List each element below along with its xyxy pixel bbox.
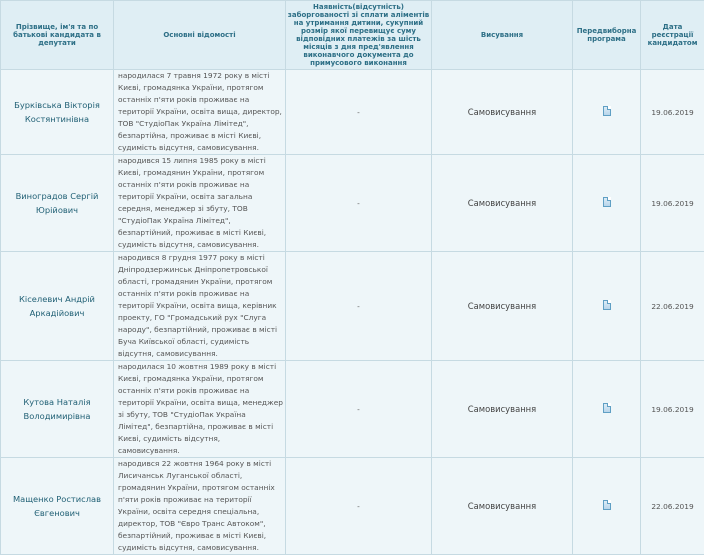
registration-date: 19.06.2019 (641, 155, 704, 252)
candidate-name: Виноградов Сергій Юрійович (1, 155, 114, 252)
alimony-value: - (286, 155, 432, 252)
registration-date: 22.06.2019 (641, 252, 704, 361)
document-icon[interactable] (603, 300, 611, 310)
registration-date: 19.06.2019 (641, 70, 704, 155)
nomination-value: Самовисування (432, 155, 573, 252)
candidate-name: Кутова Наталія Володимирівна (1, 361, 114, 458)
header-date: Дата реєстрації кандидатом (641, 1, 704, 70)
nomination-value: Самовисування (432, 70, 573, 155)
candidate-info: народився 15 липня 1985 року в місті Києві, громадянин України, протягом останніх п'яти років проживає на території України, освіта загальна середня, менеджер зі збуту, ТОВ "СтудіоПак Україна Лімітед", безпартійний, проживає в місті Києві, судимість відсутня, самовисування. (114, 155, 286, 252)
document-icon[interactable] (603, 197, 611, 207)
alimony-value: - (286, 70, 432, 155)
candidate-name: Мащенко Ростислав Євгенович (1, 458, 114, 555)
program-cell (573, 252, 641, 361)
document-icon[interactable] (603, 106, 611, 116)
table-row (1, 70, 704, 155)
candidate-name: Бурківська Вікторія Костянтинівна (1, 70, 114, 155)
registration-date: 19.06.2019 (641, 361, 704, 458)
program-cell (573, 361, 641, 458)
header-program: Передвиборна програма (573, 1, 641, 70)
nomination-value: Самовисування (432, 361, 573, 458)
alimony-value: - (286, 252, 432, 361)
candidate-info: народився 8 грудня 1977 року в місті Дніпродзержинськ Дніпропетровської області, громадянин України, протягом останніх п'яти років проживає на території України, освіта вища, керівник проекту, ГО "Громадський рух "Слуга народу", безпартійний, проживає в місті Буча Київської області, судимість відсутня, самовисування. (114, 252, 286, 361)
header-name: Прізвище, ім'я та по батькові кандидата в депутати (1, 1, 114, 70)
table-row (1, 252, 704, 361)
alimony-value: - (286, 458, 432, 555)
table-row (1, 155, 704, 252)
nomination-value: Самовисування (432, 252, 573, 361)
document-icon[interactable] (603, 403, 611, 413)
program-cell (573, 458, 641, 555)
candidate-info: народилася 10 жовтня 1989 року в місті Києві, громадянка України, протягом останніх п'яти років проживає на території України, освіта вища, менеджер зі збуту, ТОВ "СтудіоПак Україна Лімітед", безпартійна, проживає в місті Києві, судимість відсутня, самовисування. (114, 361, 286, 458)
alimony-value: - (286, 361, 432, 458)
document-icon[interactable] (603, 500, 611, 510)
header-nomination: Висування (432, 1, 573, 70)
nomination-value: Самовисування (432, 458, 573, 555)
candidate-info: народилася 7 травня 1972 року в місті Києві, громадянка України, протягом останніх п'яти років проживає на території України, освіта вища, директор, ТОВ "СтудіоПак Україна Лімітед", безпартійна, проживає в місті Києві, судимість відсутня, самовисування. (114, 70, 286, 155)
program-cell (573, 155, 641, 252)
header-row (1, 1, 704, 70)
header-alimony: Наявність(відсутність) заборгованості зі сплати аліментів на утримання дитини, сукупний розмір якої перевищує суму відповідних платежів за шість місяців з дня пред'явлення виконавчого документа до примусового виконання (286, 1, 432, 70)
header-info: Основні відомості (114, 1, 286, 70)
program-cell (573, 70, 641, 155)
table-row (1, 361, 704, 458)
candidate-name: Кіселевич Андрій Аркадійович (1, 252, 114, 361)
registration-date: 22.06.2019 (641, 458, 704, 555)
table-row (1, 458, 704, 555)
candidate-info: народився 22 жовтня 1964 року в місті Лисичанськ Луганської області, громадянин України, протягом останніх п'яти років проживає на території України, освіта середня спеціальна, директор, ТОВ "Євро Транс Автоком", безпартійний, проживає в місті Києві, судимість відсутня, самовисування. (114, 458, 286, 555)
